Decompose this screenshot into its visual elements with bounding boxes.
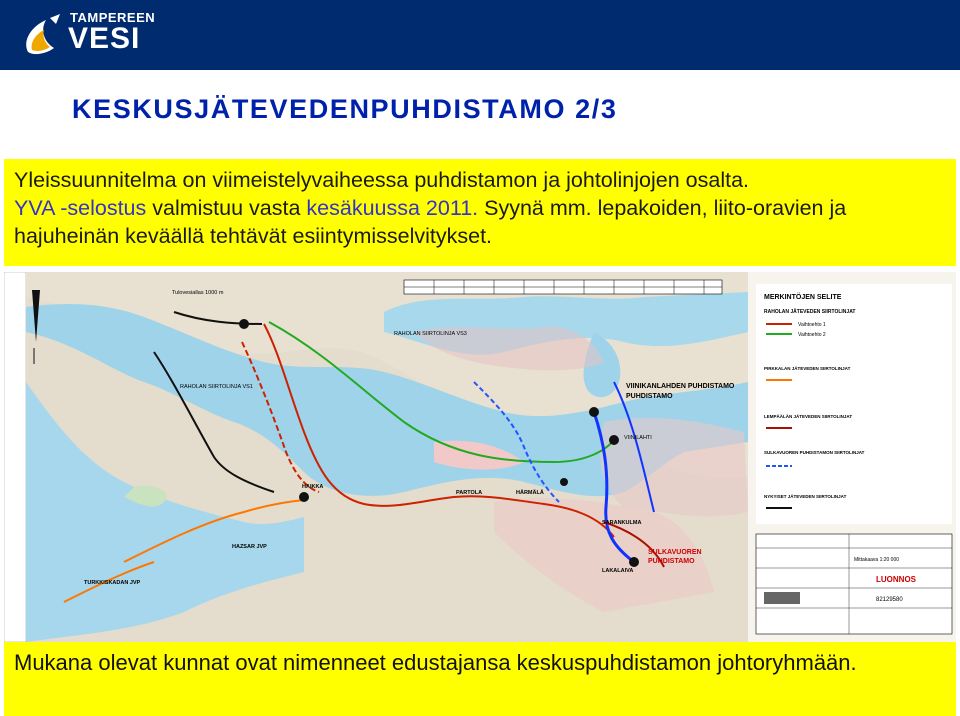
- map-label: PARTOLA: [456, 490, 483, 496]
- map-label: TURKKISKADAN JVP: [84, 580, 141, 586]
- legend-item: PIRKKALAN JÄTEVEDEN SIIRTOLINJAT: [764, 366, 851, 371]
- intro-yva: YVA: [14, 196, 55, 220]
- map-label: HÄRMÄLÄ: [516, 490, 544, 496]
- page-title: KESKUSJÄTEVEDENPUHDISTAMO 2/3: [72, 94, 618, 124]
- pump-station-marker: [299, 492, 309, 502]
- title-block-status: LUONNOS: [876, 575, 916, 584]
- title-block-number: 82129580: [876, 597, 903, 603]
- map-legend: [756, 284, 952, 524]
- legend-title: MERKINTÖJEN SELITE: [764, 294, 842, 301]
- water-drop-icon: [20, 12, 64, 58]
- intro-line1: Yleissuunnitelma on viimeistelyvaiheessa puhdistamon ja johtolinjojen osalta.: [14, 168, 749, 192]
- intro-text: [14, 166, 954, 250]
- wastewater-route-map: [4, 272, 956, 642]
- map-label: VIINILAHTI: [624, 435, 652, 441]
- pump-station-marker: [609, 435, 619, 445]
- intro-selostus: -selostus: [60, 196, 147, 220]
- map-label: LAKALAIVA: [602, 568, 634, 574]
- intro-middle: valmistuu vasta: [152, 196, 301, 220]
- logo-text-top: TAMPEREEN: [70, 10, 156, 25]
- legend-item: LEMPÄÄLÄN JÄTEVEDEN SIIRTOLINJAT: [764, 414, 853, 419]
- header-bar: [0, 0, 960, 70]
- logo-text-bottom: VESI: [68, 22, 141, 55]
- pump-station-marker: [629, 557, 639, 567]
- bottom-note: Mukana olevat kunnat ovat nimenneet edustajansa keskuspuhdistamon johtoryhmään.: [14, 650, 857, 675]
- map-tick-scale: [404, 280, 722, 294]
- map-label: Tulovesiallas 1000 m: [172, 290, 224, 296]
- map-label: PUHDISTAMO: [626, 393, 673, 400]
- map-label: RAHOLAN SIIRTOLINJA VS3: [394, 331, 467, 337]
- title-block-scale: Mittakaava 1:20 000: [854, 557, 900, 563]
- pump-station-marker: [589, 407, 599, 417]
- title-block: [756, 534, 952, 634]
- map-label: VIINIKANLAHDEN PUHDISTAMO: [626, 383, 735, 390]
- map-label: HAIKKA: [302, 484, 324, 490]
- tampereen-vesi-logo: [20, 8, 170, 62]
- legend-item: Vaihtoehto 1: [798, 322, 826, 328]
- legend-item: SULKAVUOREN PUHDISTAMON SIIRTOLINJAT: [764, 450, 865, 455]
- map-label: RAHOLAN SIIRTOLINJA VS1: [180, 384, 253, 390]
- map-label: PUHDISTAMO: [648, 558, 695, 565]
- map-label: HAZSAR JVP: [232, 544, 267, 550]
- map-label: SULKAVUOREN: [648, 549, 702, 556]
- map-label: SARANKULMA: [602, 520, 642, 526]
- legend-subtitle: RAHOLAN JÄTEVEDEN SIIRTOLINJAT: [764, 309, 856, 315]
- intro-rest: Syynä mm. lepakoiden, liito-oravien ja hajuheinän keväällä tehtävät esiintymisselvitykset.: [14, 196, 847, 248]
- intro-month: kesäkuussa 2011.: [306, 196, 479, 220]
- legend-item: NYKYISET JÄTEVEDEN SIIRTOLINJAT: [764, 494, 847, 499]
- legend-item: Vaihtoehto 2: [798, 332, 826, 338]
- pump-station-marker: [239, 319, 249, 329]
- pump-station-marker: [560, 478, 568, 486]
